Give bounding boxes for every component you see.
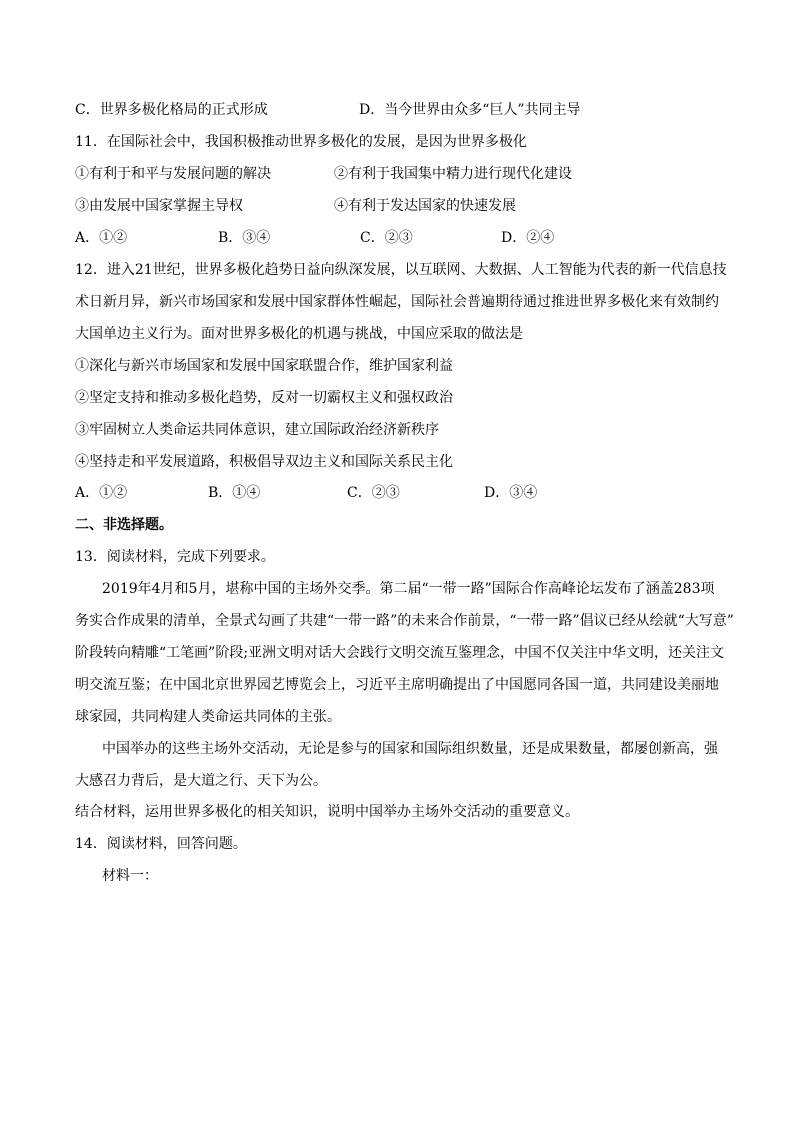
q11-item-2: ②有利于我国集中精力进行现代化建设 [334,166,572,182]
q12-item-3: ③牢固树立人类命运共同体意识，建立国际政治经济新秩序 [75,422,439,438]
q14-material-1-label: 材料一： [102,868,158,884]
q12-option-d: D．③④ [484,485,538,501]
q13-question: 结合材料，运用世界多极化的相关知识，说明中国举办主场外交活动的重要意义。 [75,804,579,820]
q13-para1-line-1: 2019年4月和5月，堪称中国的主场外交季。第二届“一带一路”国际合作高峰论坛发布了涵盖283项 [102,581,715,597]
q11-item-1: ①有利于和平与发展问题的解决 [75,166,271,182]
q12-item-1: ①深化与新兴市场国家和发展中国家联盟合作，维护国家利益 [75,358,453,374]
q13-para2-line-2: 大感召力背后，是大道之行、天下为公。 [75,773,327,789]
q13-para2-line-1: 中国举办的这些主场外交活动，无论是参与的国家和国际组织数量，还是成果数量，都屡创新高，强 [102,741,718,757]
q11-item-4: ④有利于发达国家的快速发展 [334,198,516,214]
q13-para1-line-2: 务实合作成果的清单，全景式勾画了共建“一带一路”的未来合作前景，“一带一路”倡议已经从绘就“大写意” [75,613,734,629]
q14-stem: 14．阅读材料，回答问题。 [75,836,247,852]
q11-item-3: ③由发展中国家掌握主导权 [75,198,243,214]
q12-option-a: A．①② [75,485,128,501]
q11-option-d: D．②④ [501,230,555,246]
q12-stem-line-2: 术日新月异，新兴市场国家和发展中国家群体性崛起，国际社会普遍期待通过推进世界多极化来有效制约 [75,294,719,310]
q10-option-d: D．当今世界由众多“巨人”共同主导 [359,102,581,118]
q11-option-b: B．③④ [218,230,271,246]
q12-stem-line-3: 大国单边主义行为。面对世界多极化的机遇与挑战，中国应采取的做法是 [75,326,523,342]
q11-option-c: C．②③ [360,230,413,246]
q12-stem-line-1: 12．进入21世纪，世界多极化趋势日益向纵深发展，以互联网、大数据、人工智能为代表的新一代信息技 [75,262,727,278]
q10-option-c: C．世界多极化格局的正式形成 [75,102,268,118]
q13-stem: 13．阅读材料，完成下列要求。 [75,549,275,565]
section-title: 二、非选择题。 [75,517,173,533]
q12-item-4: ④坚持走和平发展道路，积极倡导双边主义和国际关系民主化 [75,454,453,470]
q13-para1-line-3: 阶段转向精雕“工笔画”阶段;亚洲文明对话大会践行文明交流互鉴理念，中国不仅关注中华文明，还关注文 [75,645,725,661]
q11-stem: 11．在国际社会中，我国积极推动世界多极化的发展，是因为世界多极化 [75,134,527,150]
q13-para1-line-5: 球家园，共同构建人类命运共同体的主张。 [75,709,341,725]
q13-para1-line-4: 明交流互鉴；在中国北京世界园艺博览会上，习近平主席明确提出了中国愿同各国一道，共同建设美丽地 [75,677,719,693]
q12-item-2: ②坚定支持和推动多极化趋势，反对一切霸权主义和强权政治 [75,390,453,406]
q11-option-a: A．①② [75,230,128,246]
q12-option-c: C．②③ [347,485,400,501]
q12-option-b: B．①④ [208,485,261,501]
